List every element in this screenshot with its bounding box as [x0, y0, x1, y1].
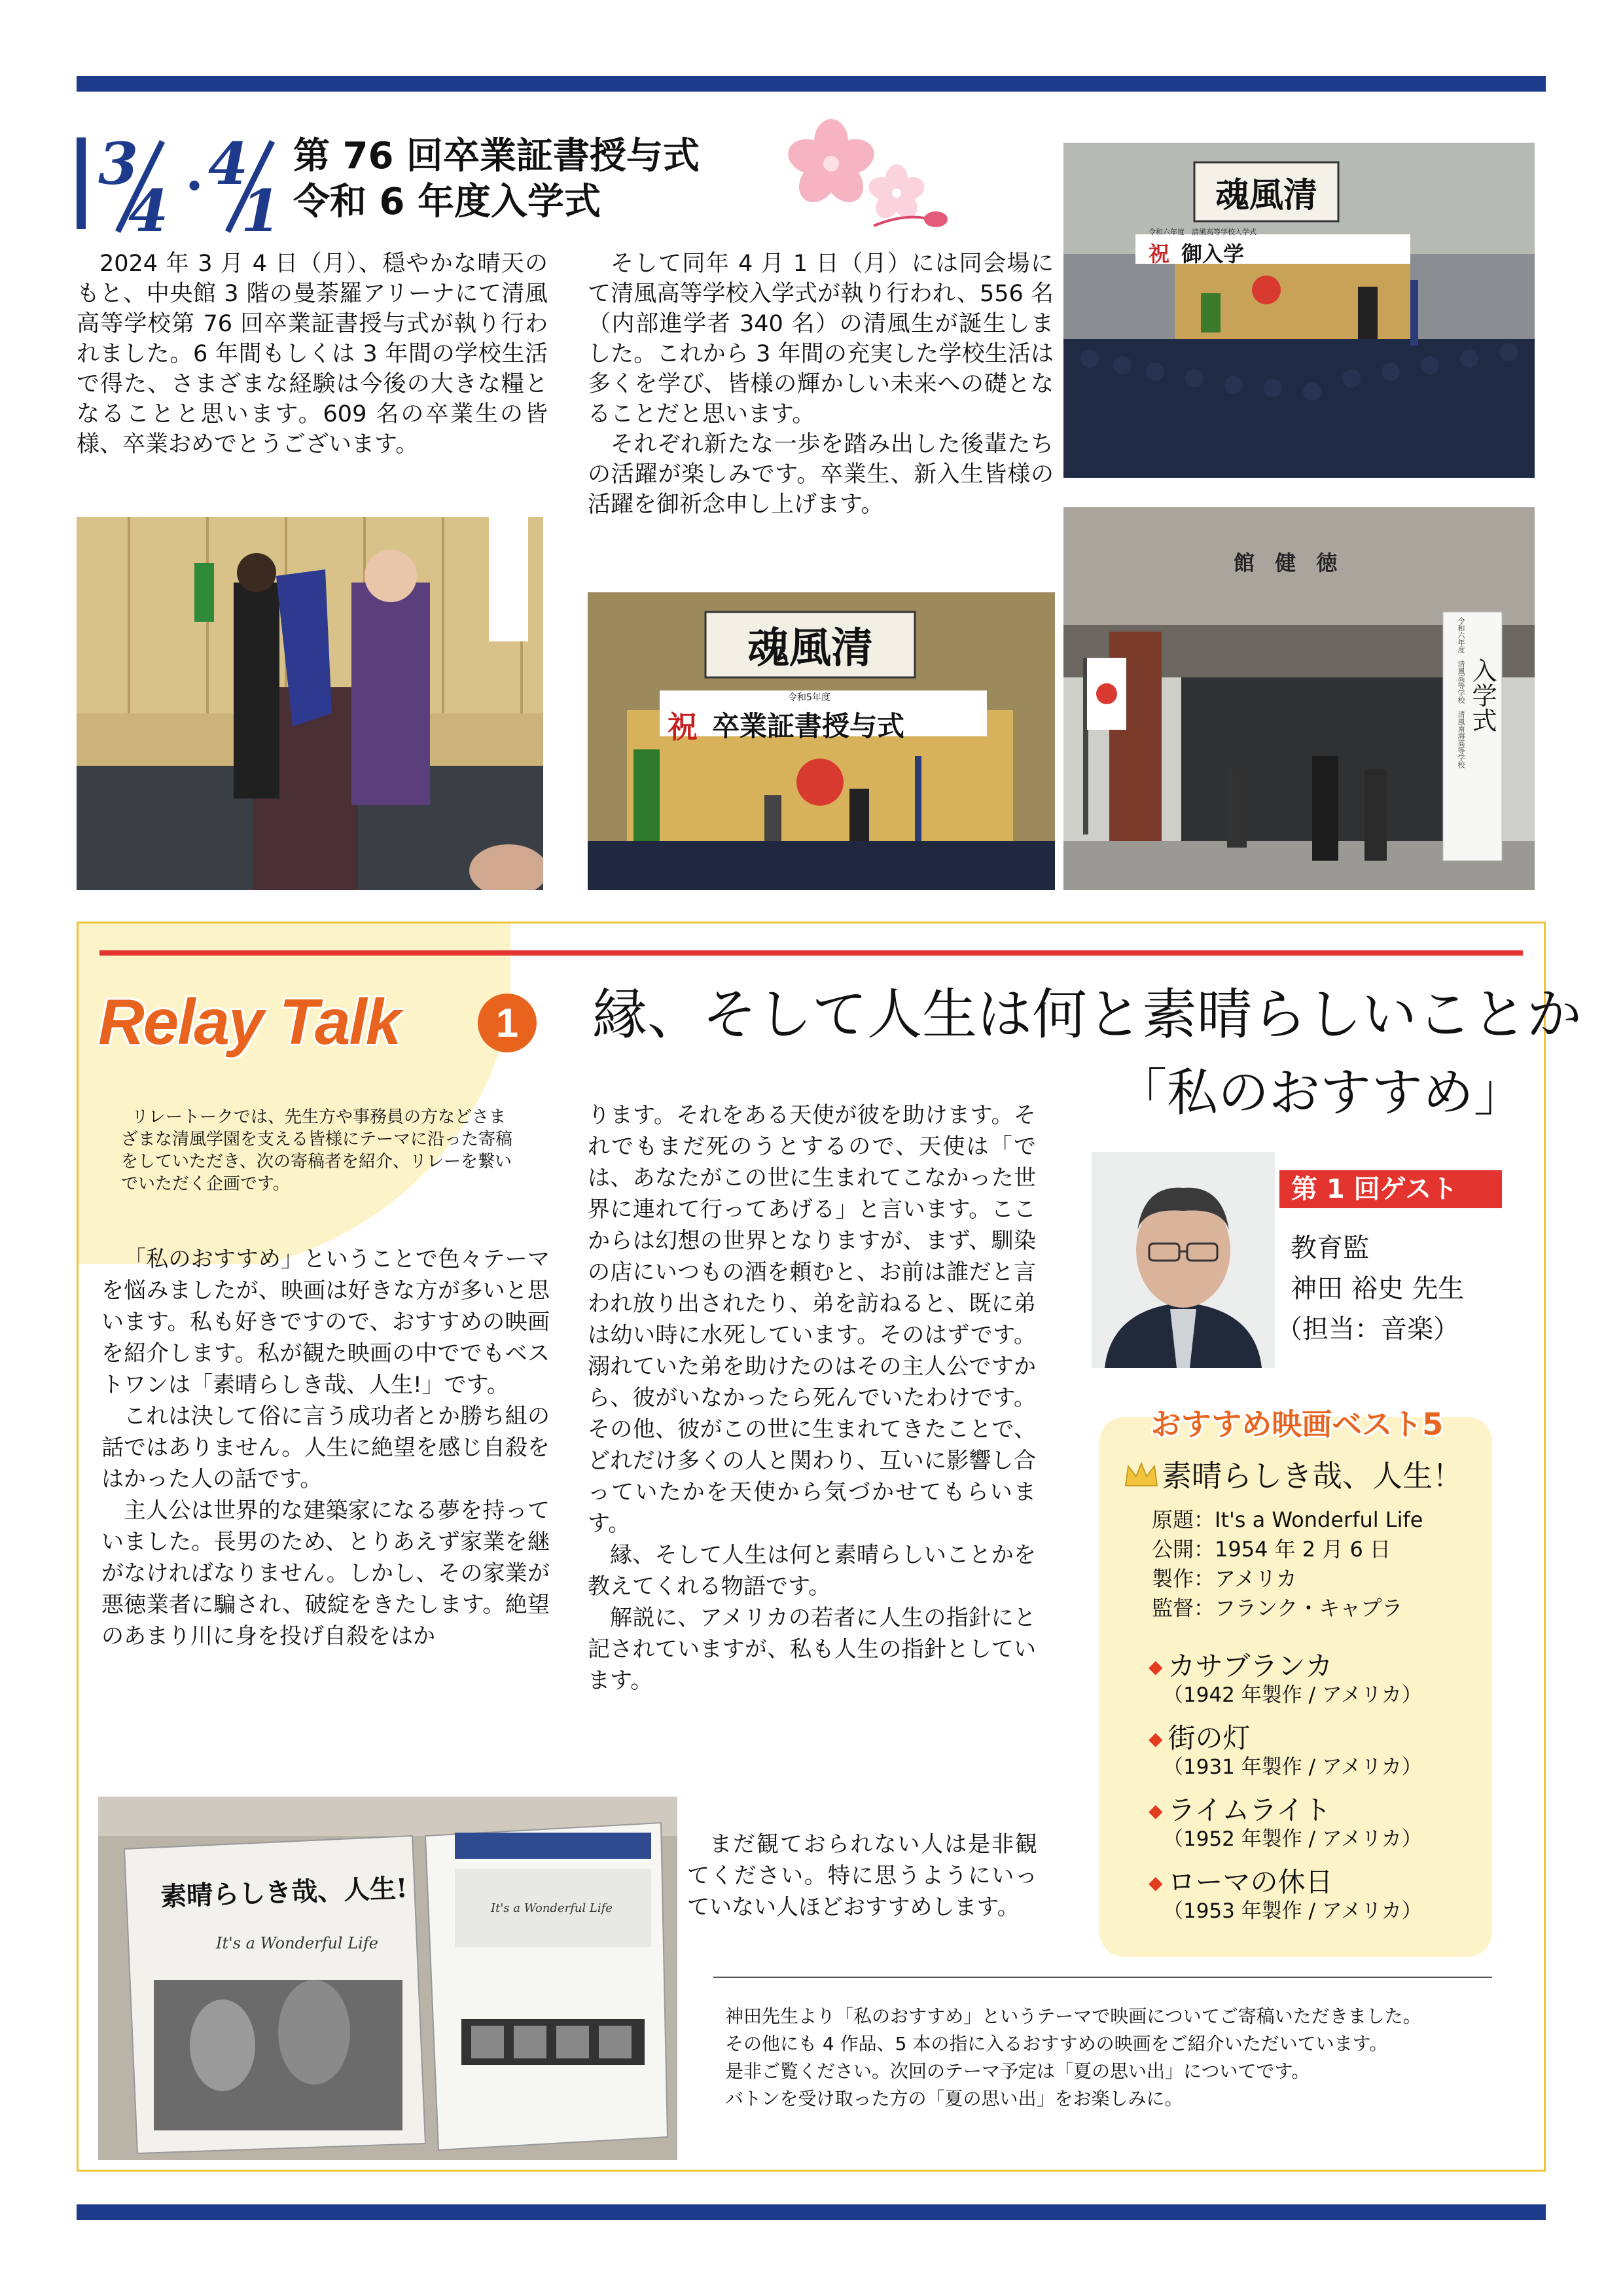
top-film-original-title: 原題：It's a Wonderful Life	[1152, 1507, 1423, 1532]
editor-note	[725, 2003, 1510, 2113]
section1-text-left	[77, 249, 548, 459]
dvd-front-title: 素晴らしき哉、人生!	[160, 1873, 408, 1912]
plaque-text: 魂風清	[747, 624, 873, 673]
dvd-back-logo: It's a Wonderful Life	[491, 1901, 613, 1915]
date-a-month: 3	[98, 130, 139, 198]
film-sub: （1952 年製作 / アメリカ）	[1163, 1827, 1422, 1851]
note-line: 是非ご覧ください。次回のテーマ予定は「夏の思い出」についてです。	[725, 2060, 1310, 2082]
banner-celebrate-text: 祝	[1149, 242, 1170, 266]
relay-col2-p1: ります。それをある天使が彼を助けます。それでもまだ死のうとするので、天使は「では、あなたがこの世に生まれてこなかった世界に連れて行ってあげる」と言います。ここからは幻想の世界となりますが、まず、馴染の店にいつもの酒を頼むと、お前は誰だと言われ放り出されたり、弟を訪ねると、既に弟は幼い時に水死しています。そのはずです。溺れていた弟を助けたのはその主人公ですから、彼がいなかったら死んでいたわけです。その他、彼がこの世に生まれてきたことで、どれだけ多くの人と関わり、互いに影響し合っていたかを天使から気づかせてもらいます。	[588, 1102, 1036, 1537]
top-film-info	[1152, 1505, 1423, 1623]
photo-building-entrance	[1063, 507, 1535, 890]
accent-bar	[77, 137, 86, 229]
relay-subheading: 「私のおすすめ」	[1116, 1064, 1525, 1122]
note-line: その他にも 4 作品、5 本の指に入るおすすめの映画をご紹介いただいています。	[725, 2033, 1388, 2054]
graduation-paragraph: 2024 年 3 月 4 日（月）、穏やかな晴天のもと、中央館 3 階の曼荼羅アリーナにて清風高等学校第 76 回卒業証書授与式が執り行われました。6 年間もしくは 3 年間の学校生活で得た、さまざまな経験は今後の大きな糧となることと思います。609 名の卒業生の皆様、卒業おめでとうございます。	[77, 251, 548, 457]
film-item	[1149, 1651, 1422, 1708]
relay-red-rule	[99, 950, 1523, 956]
relay-column-1	[101, 1244, 550, 1652]
film-sub: （1953 年製作 / アメリカ）	[1163, 1899, 1422, 1923]
banner-small-text: 令和六年度 清風高等学校入学式	[1149, 228, 1257, 236]
photo-entrance-hall	[1063, 143, 1535, 478]
building-sign-text: 館 健 徳	[1234, 550, 1344, 575]
film-item	[1149, 1723, 1422, 1780]
dvd-front-logo: It's a Wonderful Life	[216, 1934, 378, 1952]
film-item	[1149, 1867, 1422, 1924]
note-line: 神田先生より「私のおすすめ」というテーマで映画についてご寄稿いただきました。	[725, 2005, 1421, 2027]
best5-title: おすすめ映画ベスト5	[1150, 1407, 1444, 1442]
film-title: ライムライト	[1168, 1794, 1332, 1826]
film-title: 街の灯	[1168, 1722, 1251, 1754]
photo-dvd	[98, 1797, 677, 2160]
relay-col2-p3: 解説に、アメリカの若者に人生の指針にと記されていますが、私も人生の指針としています。	[588, 1605, 1036, 1694]
relay-number-badge: 1	[478, 994, 537, 1052]
date-b-day: 1	[241, 177, 281, 245]
guest-subject: （担当：音楽）	[1276, 1314, 1459, 1344]
relay-column-2	[588, 1100, 1036, 1696]
relay-heading: 縁、そして人生は何と素晴らしいことか	[592, 982, 1582, 1047]
relay-column-2-lower	[687, 1829, 1037, 1923]
closing-paragraph: それぞれ新たな一歩を踏み出した後輩たちの活躍が楽しみです。卒業生、新入生皆様の活躍を御祈念申し上げます。	[588, 431, 1054, 518]
film-title: カサブランカ	[1168, 1650, 1333, 1682]
top-rule	[77, 76, 1546, 92]
photo-graduation-podium	[77, 517, 543, 890]
relay-decor-circle	[79, 924, 513, 1264]
section1-title-line2: 令和 6 年度入学式	[293, 181, 601, 223]
plaque-text: 魂風清	[1215, 175, 1317, 215]
guest-portrait	[1092, 1152, 1275, 1368]
banner-word-text: 御入学	[1181, 242, 1245, 266]
bottom-rule	[77, 2204, 1546, 2220]
entrance-paragraph: そして同年 4 月 1 日（月）には同会場にて清風高等学校入学式が執り行われ、556 名（内部進学者 340 名）の清風生が誕生しました。これから 3 年間の充実した学校生活は多くを学び、皆様の輝かしい未来への礎となることだと思います。	[588, 251, 1054, 427]
relay-col1-p3: 主人公は世界的な建築家になる夢を持っていました。長男のため、とりあえず家業を継がなければなりません。しかし、その家業が悪徳業者に騙され、破綻をきたします。絶望のあまり川に身を投げ自殺をはか	[101, 1498, 550, 1649]
film-sub: （1942 年製作 / アメリカ）	[1163, 1683, 1422, 1707]
film-item	[1149, 1795, 1422, 1852]
banner-celebrate-text: 祝	[668, 709, 698, 745]
relay-col1-p2: これは決して俗に言う成功者とか勝ち組の話ではありません。人生に絶望を感じ自殺をはかった人の話です。	[101, 1403, 550, 1492]
diamond-icon: ◆	[1149, 1800, 1163, 1821]
top-film-release: 公開：1954 年 2 月 6 日	[1152, 1537, 1391, 1562]
guest-name: 神田 裕史 先生	[1291, 1274, 1465, 1304]
signboard-main-text: 入学式	[1468, 658, 1497, 732]
date-dot: ・	[171, 160, 217, 214]
guest-role: 教育監	[1291, 1233, 1369, 1263]
relay-col1-p1: 「私のおすすめ」ということで色々テーマを悩みましたが、映画は好きな方が多いと思います。私も好きですので、おすすめの映画を紹介します。私が観た映画の中ででもベストワンは「素晴らしき哉、人生!」です。	[101, 1246, 550, 1398]
signboard-small-text: 令和六年度 清風高等学校 清風南海高等学校	[1457, 617, 1465, 768]
guest-label: 第 1 回ゲスト	[1279, 1170, 1502, 1208]
section1-title-line1: 第 76 回卒業証書授与式	[293, 135, 700, 177]
banner-small-text: 令和5年度	[788, 692, 830, 703]
relay-talk-logo: Relay Talk	[98, 986, 401, 1058]
section1-text-mid	[588, 249, 1054, 520]
crown-icon	[1124, 1461, 1158, 1490]
top-film-director: 監督：フランク・キャプラ	[1152, 1596, 1403, 1621]
banner-word-text: 卒業証書授与式	[712, 710, 905, 742]
date-b-month: 4	[208, 130, 249, 198]
diamond-icon: ◆	[1149, 1872, 1163, 1893]
diamond-icon: ◆	[1149, 1656, 1163, 1677]
relay-intro	[121, 1106, 517, 1195]
note-divider	[713, 1977, 1492, 1978]
film-title: ローマの休日	[1168, 1866, 1333, 1898]
photo-graduation-stage	[588, 592, 1055, 890]
top-film-production: 製作：アメリカ	[1152, 1566, 1297, 1591]
relay-col2-p2: 縁、そして人生は何と素晴らしいことかを教えてくれる物語です。	[588, 1542, 1036, 1600]
diamond-icon: ◆	[1149, 1728, 1163, 1749]
relay-intro-text: リレートークでは、先生方や事務員の方などさまざまな清風学園を支える皆様にテーマに沿った寄稿をしていただき、次の寄稿者を紹介、リレーを繋いでいただく企画です。	[121, 1107, 513, 1194]
date-a-day: 4	[128, 177, 169, 245]
film-sub: （1931 年製作 / アメリカ）	[1163, 1755, 1422, 1779]
relay-col2-p4: まだ観ておられない人は是非観てください。特に思うようにいっていない人ほどおすすめします。	[687, 1831, 1037, 1920]
cherry-blossom-icon	[776, 115, 965, 242]
note-line: バトンを受け取った方の「夏の思い出」をお楽しみに。	[725, 2088, 1183, 2109]
top-film-title: 素晴らしき哉、人生！	[1162, 1458, 1463, 1494]
